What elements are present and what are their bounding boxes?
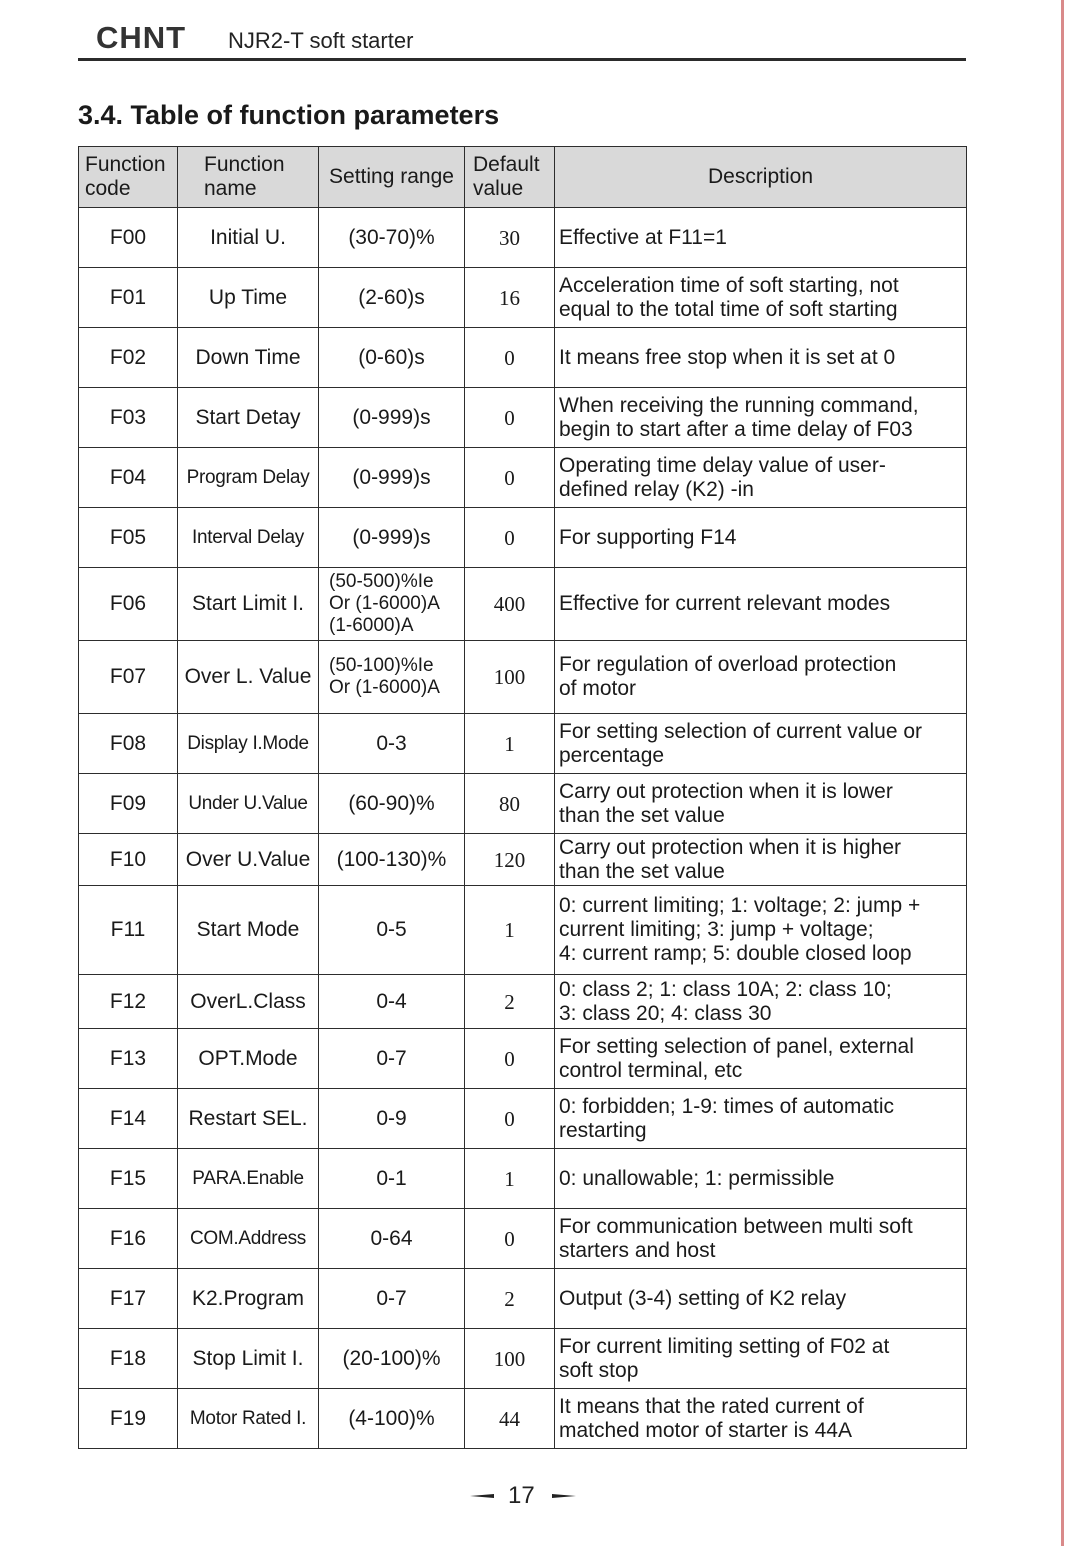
cell-setting-range: (4-100)% — [319, 1389, 465, 1449]
cell-default-value: 1 — [465, 714, 555, 774]
cell-default-value: 1 — [465, 1149, 555, 1209]
cell-setting-range: (100-130)% — [319, 834, 465, 886]
cell-description: For current limiting setting of F02 at soft stop — [555, 1329, 967, 1389]
cell-function-name: Initial U. — [178, 208, 319, 268]
cell-setting-range: (60-90)% — [319, 774, 465, 834]
cell-function-name: OverL.Class — [178, 975, 319, 1029]
cell-description: For supporting F14 — [555, 508, 967, 568]
table-row — [79, 1389, 967, 1449]
cell-description: Output (3-4) setting of K2 relay — [555, 1269, 967, 1329]
cell-description: Carry out protection when it is lower than the set value — [555, 774, 967, 834]
cell-function-code: F00 — [79, 208, 178, 268]
cell-function-code: F19 — [79, 1389, 178, 1449]
table-row — [79, 975, 967, 1029]
cell-function-code: F03 — [79, 388, 178, 448]
table-row — [79, 388, 967, 448]
header-function-code: Function code — [79, 147, 178, 208]
cell-function-code: F04 — [79, 448, 178, 508]
cell-function-code: F11 — [79, 886, 178, 975]
cell-function-name: Start Detay — [178, 388, 319, 448]
cell-function-name: Over L. Value — [178, 641, 319, 714]
cell-setting-range: 0-3 — [319, 714, 465, 774]
cell-function-name: Interval Delay — [178, 508, 319, 568]
cell-function-code: F17 — [79, 1269, 178, 1329]
page-edge-line — [1061, 0, 1064, 1546]
cell-description: When receiving the running command, begin to start after a time delay of F03 — [555, 388, 967, 448]
cell-setting-range: (2-60)s — [319, 268, 465, 328]
cell-function-name: Program Delay — [178, 448, 319, 508]
cell-description: For regulation of overload protection of motor — [555, 641, 967, 714]
cell-function-code: F12 — [79, 975, 178, 1029]
cell-default-value: 1 — [465, 886, 555, 975]
cell-setting-range: (20-100)% — [319, 1329, 465, 1389]
cell-setting-range: 0-4 — [319, 975, 465, 1029]
cell-description: Acceleration time of soft starting, not equal to the total time of soft starting — [555, 268, 967, 328]
cell-description: Effective for current relevant modes — [555, 568, 967, 641]
cell-setting-range: (0-60)s — [319, 328, 465, 388]
header-setting-range: Setting range — [319, 147, 465, 208]
table-row — [79, 268, 967, 328]
cell-default-value: 0 — [465, 448, 555, 508]
table-row — [79, 1089, 967, 1149]
page-number: 17 — [508, 1482, 535, 1509]
footer-left-dash — [470, 1494, 494, 1498]
cell-default-value: 16 — [465, 268, 555, 328]
cell-function-code: F02 — [79, 328, 178, 388]
cell-function-code: F08 — [79, 714, 178, 774]
cell-function-name: Over U.Value — [178, 834, 319, 886]
function-parameters-table — [78, 146, 967, 1449]
cell-description: For setting selection of panel, external control terminal, etc — [555, 1029, 967, 1089]
cell-default-value: 0 — [465, 388, 555, 448]
cell-default-value: 30 — [465, 208, 555, 268]
header-description: Description — [555, 147, 967, 208]
cell-function-name: Start Mode — [178, 886, 319, 975]
cell-function-name: Up Time — [178, 268, 319, 328]
cell-description: 0: forbidden; 1-9: times of automatic restarting — [555, 1089, 967, 1149]
cell-default-value: 44 — [465, 1389, 555, 1449]
cell-function-name: Display I.Mode — [178, 714, 319, 774]
table-row — [79, 568, 967, 641]
table-row — [79, 641, 967, 714]
cell-setting-range: 0-7 — [319, 1029, 465, 1089]
cell-function-name: Under U.Value — [178, 774, 319, 834]
cell-function-code: F05 — [79, 508, 178, 568]
table-row — [79, 208, 967, 268]
table-row — [79, 448, 967, 508]
cell-default-value: 100 — [465, 641, 555, 714]
cell-description: For setting selection of current value or percentage — [555, 714, 967, 774]
cell-function-code: F07 — [79, 641, 178, 714]
cell-function-name: Motor Rated I. — [178, 1389, 319, 1449]
cell-description: Effective at F11=1 — [555, 208, 967, 268]
cell-function-code: F06 — [79, 568, 178, 641]
table-row — [79, 774, 967, 834]
table-row — [79, 1209, 967, 1269]
cell-description: For communication between multi soft starters and host — [555, 1209, 967, 1269]
document-title: NJR2-T soft starter — [228, 28, 414, 53]
table-row — [79, 328, 967, 388]
table-row — [79, 508, 967, 568]
cell-setting-range: (50-500)%Ie Or (1-6000)A (1-6000)A — [319, 568, 465, 641]
cell-function-code: F14 — [79, 1089, 178, 1149]
header-function-name: Function name — [178, 147, 319, 208]
cell-default-value: 400 — [465, 568, 555, 641]
cell-description: 0: current limiting; 1: voltage; 2: jump + current limiting; 3: jump + voltage; 4: current ramp; 5: double closed loop — [555, 886, 967, 975]
page-footer — [470, 1480, 580, 1510]
table-header-row — [79, 147, 967, 208]
cell-default-value: 2 — [465, 1269, 555, 1329]
cell-default-value: 0 — [465, 1209, 555, 1269]
table-row — [79, 1329, 967, 1389]
cell-description: Carry out protection when it is higher than the set value — [555, 834, 967, 886]
cell-default-value: 0 — [465, 508, 555, 568]
cell-default-value: 2 — [465, 975, 555, 1029]
header-default-value: Default value — [465, 147, 555, 208]
cell-setting-range: (30-70)% — [319, 208, 465, 268]
table-row — [79, 886, 967, 975]
cell-description: Operating time delay value of user- defined relay (K2) -in — [555, 448, 967, 508]
cell-function-code: F15 — [79, 1149, 178, 1209]
cell-function-name: Start Limit I. — [178, 568, 319, 641]
cell-function-code: F16 — [79, 1209, 178, 1269]
cell-function-code: F10 — [79, 834, 178, 886]
table-row — [79, 714, 967, 774]
cell-setting-range: (0-999)s — [319, 448, 465, 508]
cell-function-code: F18 — [79, 1329, 178, 1389]
cell-setting-range: (0-999)s — [319, 508, 465, 568]
cell-function-code: F01 — [79, 268, 178, 328]
page-header — [78, 20, 966, 61]
cell-description: It means that the rated current of matched motor of starter is 44A — [555, 1389, 967, 1449]
cell-function-code: F09 — [79, 774, 178, 834]
cell-setting-range: (50-100)%Ie Or (1-6000)A — [319, 641, 465, 714]
cell-function-name: K2.Program — [178, 1269, 319, 1329]
cell-function-code: F13 — [79, 1029, 178, 1089]
cell-description: 0: class 2; 1: class 10A; 2: class 10; 3: class 20; 4: class 30 — [555, 975, 967, 1029]
cell-setting-range: (0-999)s — [319, 388, 465, 448]
cell-default-value: 80 — [465, 774, 555, 834]
cell-function-name: OPT.Mode — [178, 1029, 319, 1089]
cell-default-value: 0 — [465, 1029, 555, 1089]
cell-default-value: 120 — [465, 834, 555, 886]
cell-setting-range: 0-9 — [319, 1089, 465, 1149]
cell-setting-range: 0-1 — [319, 1149, 465, 1209]
cell-function-name: Stop Limit I. — [178, 1329, 319, 1389]
section-title: 3.4. Table of function parameters — [78, 100, 500, 130]
footer-right-dash — [552, 1494, 576, 1498]
cell-function-name: COM.Address — [178, 1209, 319, 1269]
table-row — [79, 1029, 967, 1089]
cell-default-value: 0 — [465, 1089, 555, 1149]
cell-function-name: Restart SEL. — [178, 1089, 319, 1149]
cell-function-name: PARA.Enable — [178, 1149, 319, 1209]
cell-setting-range: 0-5 — [319, 886, 465, 975]
table-row — [79, 834, 967, 886]
cell-description: 0: unallowable; 1: permissible — [555, 1149, 967, 1209]
cell-default-value: 100 — [465, 1329, 555, 1389]
cell-description: It means free stop when it is set at 0 — [555, 328, 967, 388]
table-row — [79, 1149, 967, 1209]
brand-logo: CHNT — [96, 20, 187, 55]
table-row — [79, 1269, 967, 1329]
cell-setting-range: 0-7 — [319, 1269, 465, 1329]
cell-function-name: Down Time — [178, 328, 319, 388]
cell-setting-range: 0-64 — [319, 1209, 465, 1269]
cell-default-value: 0 — [465, 328, 555, 388]
